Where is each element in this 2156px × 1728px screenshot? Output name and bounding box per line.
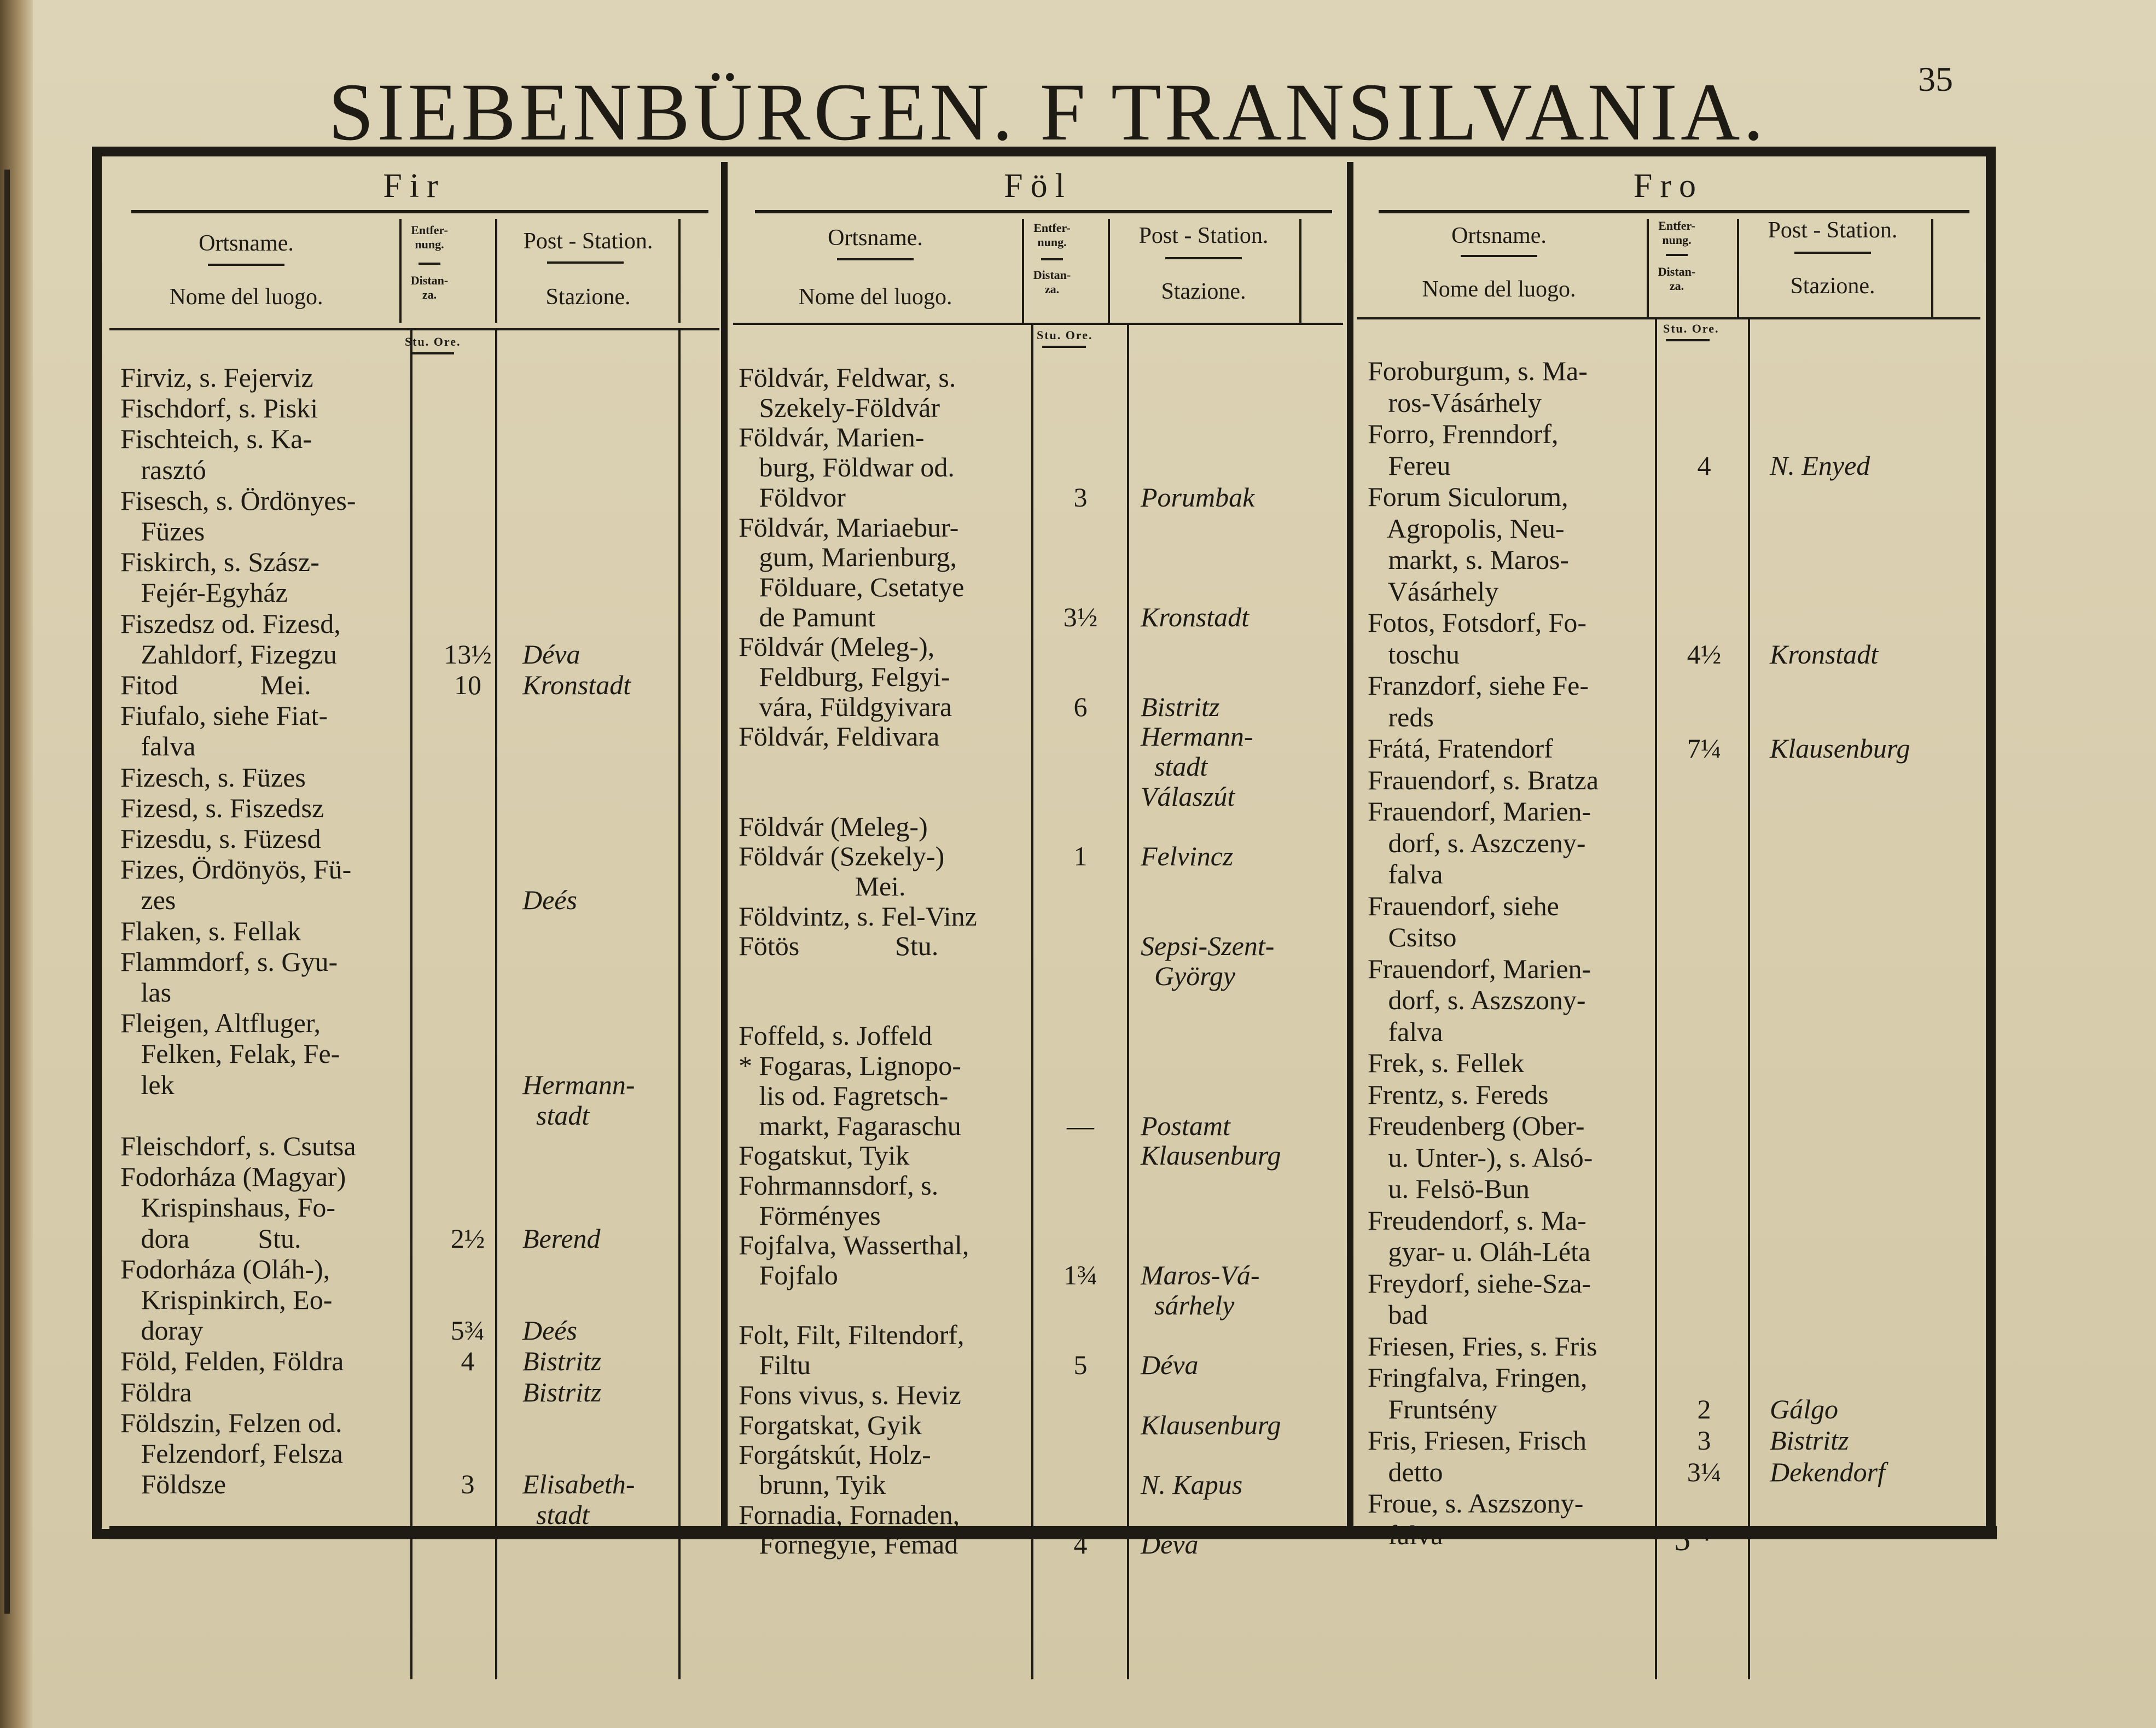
header-bottom-rule (733, 323, 1343, 325)
place-name: falva (1368, 1016, 1443, 1047)
post-station: Déva (1141, 1529, 1199, 1560)
place-name: lis od. Fagretsch- (739, 1080, 949, 1111)
place-name: Fotos, Fotsdorf, Fo- (1368, 607, 1587, 638)
place-name: Krispinkirch, Eo- (120, 1284, 333, 1315)
place-name: Fris, Friesen, Frisch (1368, 1425, 1587, 1456)
place-name: Frauendorf, Marien- (1368, 953, 1591, 984)
header-vrule (1931, 219, 1933, 317)
place-name: Fizesd, s. Fiszedsz (120, 792, 324, 823)
header-stazione: Stazione. (1161, 279, 1246, 304)
post-station: Bistritz (1770, 1425, 1849, 1456)
distance-value: 2 (1697, 1393, 1711, 1424)
distance-value: 3 (1697, 1425, 1711, 1456)
header-entfernung: Entfer-nung. (1658, 219, 1695, 247)
header-ortsname: Ortsname. (1451, 223, 1547, 248)
place-name: Frauendorf, siehe (1368, 890, 1559, 921)
place-name: falva (120, 731, 196, 762)
place-name: Földszin, Felzen od. (120, 1407, 342, 1438)
page-title: SIEBENBÜRGEN. F TRANSILVANIA. (328, 67, 1767, 158)
distance-value: 3 (1073, 481, 1088, 513)
distance-value: 3 (461, 1469, 475, 1500)
place-name: Fiskirch, s. Szász- (120, 546, 319, 578)
place-name: reds (1368, 701, 1434, 732)
place-name: dora Stu. (120, 1223, 301, 1254)
place-name: Fohrmannsdorf, s. (739, 1170, 939, 1201)
place-name: falva (1368, 859, 1443, 889)
place-name: Forgátskút, Holz- (739, 1439, 931, 1470)
place-name: Fötös Stu. (739, 930, 939, 962)
header-vrule (1022, 219, 1024, 323)
header-vrule (678, 219, 681, 323)
distance-value: 3½ (1063, 601, 1098, 632)
column-vrule (410, 328, 412, 1679)
place-name: Freydorf, siehe-Sza- (1368, 1267, 1591, 1299)
place-name: Fogatskut, Tyik (739, 1140, 910, 1171)
place-name: zes (120, 885, 176, 916)
place-name: markt, s. Maros- (1368, 544, 1569, 575)
header-rule (419, 263, 440, 265)
place-name: Fizesch, s. Füzes (120, 761, 306, 793)
post-station: Klausenburg (1770, 733, 1910, 764)
post-station: stadt (522, 1499, 590, 1531)
post-station: Berend (522, 1223, 601, 1254)
distance-value: 4 (461, 1346, 475, 1377)
stu-rule (1666, 339, 1710, 341)
column-vrule (1748, 317, 1750, 1679)
header-nome: Nome del luogo. (169, 284, 323, 310)
post-station: stadt (1141, 751, 1208, 782)
stu-ore-label: Stu. Ore. (1037, 328, 1093, 342)
place-name: Foffeld, s. Joffeld (739, 1020, 932, 1051)
header-rule (547, 261, 624, 264)
header-rule (1461, 255, 1537, 257)
place-name: Szekely-Földvár (739, 392, 940, 423)
place-name: Mei. (739, 870, 906, 901)
place-name: Feldburg, Felgyi- (739, 661, 950, 692)
post-station: Klausenburg (1141, 1409, 1281, 1440)
place-name: Fojfalva, Wasserthal, (739, 1230, 969, 1261)
stu-ore-label: Stu. Ore. (405, 335, 461, 348)
header-stazione: Stazione. (545, 284, 631, 310)
header-rule (1794, 252, 1871, 254)
post-station: Sepsi-Szent- (1141, 930, 1275, 962)
place-name: Csitso (1368, 922, 1457, 952)
section-fro (1357, 164, 1980, 1550)
post-station: N. Kapus (1141, 1469, 1243, 1500)
place-name: Földvintz, s. Fel-Vinz (739, 900, 977, 932)
post-station: Déva (522, 638, 580, 670)
header-bottom-rule (109, 328, 719, 330)
post-station: Dekendorf (1770, 1456, 1886, 1487)
header-rule (1165, 257, 1242, 259)
post-station: sárhely (1141, 1289, 1235, 1320)
column-vrule (678, 328, 681, 1679)
place-name: Földvár (Szekely-) (739, 841, 945, 872)
place-name: Freudendorf, s. Ma- (1368, 1205, 1587, 1236)
header-vrule (1299, 219, 1301, 323)
place-name: Földra (120, 1376, 192, 1407)
post-station: Deés (522, 1315, 577, 1346)
header-vrule (1737, 219, 1739, 317)
column-headers (109, 219, 719, 310)
header-vrule (495, 219, 497, 323)
place-name: Freudenberg (Ober- (1368, 1110, 1585, 1141)
distance-value: 6 (1073, 691, 1088, 722)
header-ortsname: Ortsname. (199, 231, 294, 256)
place-name: gum, Marienburg, (739, 542, 957, 573)
place-name: markt, Fagaraschu (739, 1110, 961, 1141)
section-rule (755, 210, 1332, 213)
place-name: lek (120, 1069, 175, 1100)
section-rule (131, 210, 708, 213)
place-name: dorf, s. Aszszony- (1368, 985, 1586, 1015)
place-name: Földvár (Meleg-) (739, 811, 928, 842)
header-rule (1666, 254, 1688, 256)
place-name: Föld, Felden, Földra (120, 1346, 344, 1377)
gutter-edge (4, 170, 10, 1614)
post-station: Postamt (1141, 1110, 1230, 1141)
distance-value: 3¼ (1687, 1456, 1722, 1487)
page-number: 35 (1918, 60, 1953, 98)
section-title: Fir (383, 167, 446, 205)
post-station: Kronstadt (1141, 601, 1250, 632)
place-name: Földuare, Csetatye (739, 571, 964, 602)
place-name: Zahldorf, Fizegzu (120, 638, 337, 670)
place-name: Fons vivus, s. Heviz (739, 1379, 961, 1410)
place-name: Flaken, s. Fellak (120, 915, 301, 946)
header-vrule (399, 219, 402, 323)
place-name: Földvár, Mariaebur- (739, 511, 959, 543)
header-rule (1041, 258, 1063, 260)
place-name: las (120, 977, 172, 1008)
place-name: Vásárhely (1368, 575, 1499, 607)
place-name: dorf, s. Aszczeny- (1368, 827, 1586, 858)
section-title: Fro (1633, 167, 1704, 205)
header-rule (208, 264, 284, 266)
place-name: Fiufalo, siehe Fiat- (120, 700, 328, 731)
post-station: Hermann- (1141, 721, 1253, 752)
section-fir (109, 164, 719, 1531)
distance-value: 7¼ (1687, 733, 1722, 764)
place-name: Forro, Frenndorf, (1368, 418, 1559, 449)
place-name: burg, Földwar od. (739, 452, 955, 483)
place-name: Fojfalo (739, 1260, 838, 1290)
post-station: Déva (1141, 1349, 1199, 1381)
section-fol (733, 164, 1343, 1560)
distance-value: 2½ (450, 1223, 485, 1254)
header-entfernung: Entfer-nung. (411, 223, 448, 251)
place-name: u. Felsö-Bun (1368, 1173, 1530, 1204)
place-name: Franzdorf, siehe Fe- (1368, 670, 1589, 701)
header-post-station: Post - Station. (523, 229, 653, 254)
header-distanza: Distan-za. (1033, 268, 1071, 296)
distance-value: 10 (454, 670, 481, 700)
place-name: Frentz, s. Fereds (1368, 1079, 1549, 1110)
post-station: Bistritz (522, 1376, 602, 1407)
place-name: ros-Vásárhely (1368, 387, 1542, 418)
stu-ore-label: Stu. Ore. (1663, 322, 1719, 335)
place-name: Fringfalva, Fringen, (1368, 1362, 1588, 1393)
post-station: Hermann- (522, 1069, 635, 1100)
header-entfernung: Entfer-nung. (1033, 221, 1071, 249)
header-nome: Nome del luogo. (1422, 277, 1576, 302)
section-title: Föl (1004, 167, 1072, 205)
distance-value: 4 (1073, 1529, 1088, 1560)
place-name: Forgatskat, Gyik (739, 1409, 922, 1440)
place-name: Földvár, Marien- (739, 422, 925, 453)
distance-value: 5¾ (450, 1315, 485, 1346)
column-vrule (1655, 317, 1657, 1679)
stu-rule (410, 352, 454, 354)
place-name: Fleigen, Altfluger, (120, 1008, 321, 1039)
header-nome: Nome del luogo. (798, 284, 952, 310)
section-divider (1347, 162, 1353, 1529)
header-post-station: Post - Station. (1768, 218, 1898, 243)
place-name: * Fogaras, Lignopo- (739, 1050, 961, 1081)
place-name: Földvár (Meleg-), (739, 631, 935, 662)
place-name: Folt, Filt, Filtendorf, (739, 1319, 964, 1351)
place-name: Froue, s. Aszszony- (1368, 1488, 1584, 1518)
place-name: Fornegyie, Femád (739, 1529, 958, 1560)
header-vrule (1647, 219, 1649, 317)
post-station: Bistritz (1141, 691, 1220, 722)
column-vrule (1031, 323, 1033, 1679)
header-rule (837, 258, 914, 260)
column-vrule (1127, 323, 1129, 1679)
place-name: Foroburgum, s. Ma- (1368, 356, 1588, 386)
post-station: Elisabeth- (522, 1469, 635, 1500)
place-name: Fodorháza (Oláh-), (120, 1253, 330, 1284)
place-name: detto (1368, 1456, 1443, 1487)
place-name: Földvár, Feldivara (739, 721, 940, 752)
place-name: toschu (1368, 638, 1460, 670)
section-rule (1379, 210, 1969, 213)
post-station: Bistritz (522, 1346, 602, 1377)
place-name: Földvor (739, 481, 846, 513)
place-name: Friesen, Fries, s. Fris (1368, 1330, 1597, 1362)
place-name: Fiszedsz od. Fizesd, (120, 608, 341, 639)
post-station: Klausenburg (1141, 1140, 1281, 1171)
place-name: Fischdorf, s. Piski (120, 393, 318, 424)
place-name: Füzes (120, 516, 205, 546)
distance-value: 1¾ (1063, 1260, 1098, 1290)
place-name: Földsze (120, 1469, 226, 1500)
distance-value: 4 (1697, 450, 1711, 481)
place-name: Frauendorf, Marien- (1368, 796, 1591, 827)
place-name: Fereu (1368, 450, 1451, 481)
post-station: Maros-Vá- (1141, 1260, 1260, 1290)
place-name: Firviz, s. Fejerviz (120, 362, 313, 393)
place-name: de Pamunt (739, 601, 875, 632)
place-name: Fizesdu, s. Füzesd (120, 823, 321, 854)
place-name: Filtu (739, 1349, 811, 1381)
header-bottom-rule (1357, 317, 1980, 319)
place-name: Fruntsény (1368, 1393, 1498, 1424)
header-distanza: Distan-za. (1658, 265, 1696, 293)
place-name: Frauendorf, s. Bratza (1368, 764, 1599, 795)
place-name: Krispinshaus, Fo- (120, 1192, 336, 1223)
distance-value: 1 (1073, 841, 1088, 872)
place-name: u. Unter-), s. Alsó- (1368, 1142, 1593, 1173)
place-name: bad (1368, 1299, 1428, 1330)
place-name: vára, Füldgyivara (739, 691, 952, 722)
post-station: N. Enyed (1770, 450, 1870, 481)
column-headers (1357, 218, 1980, 302)
place-name: Fejér-Egyház (120, 577, 288, 608)
post-station: stadt (522, 1099, 590, 1131)
post-station: Válaszút (1141, 781, 1235, 812)
place-name: Felken, Felak, Fe- (120, 1038, 340, 1069)
place-name: Fornadia, Fornaden, (739, 1499, 960, 1530)
place-name: brunn, Tyik (739, 1469, 886, 1500)
post-station: Deés (522, 885, 577, 916)
place-name: Flammdorf, s. Gyu- (120, 946, 338, 977)
place-name: Fisesch, s. Ördönyes- (120, 485, 356, 516)
place-name: rasztó (120, 454, 206, 485)
header-ortsname: Ortsname. (828, 225, 923, 251)
signature-mark: 5 * (1674, 1521, 1715, 1557)
post-station: György (1141, 961, 1236, 991)
stu-rule (1042, 346, 1086, 348)
post-station: Gálgo (1770, 1393, 1838, 1424)
header-stazione: Stazione. (1790, 274, 1875, 299)
post-station: Kronstadt (522, 670, 631, 700)
place-name: Fleischdorf, s. Csutsa (120, 1131, 356, 1161)
place-name: Fischteich, s. Ka- (120, 423, 312, 455)
section-divider (721, 162, 728, 1529)
distance-value: 4½ (1687, 638, 1722, 670)
distance-value: — (1067, 1110, 1094, 1141)
place-name: Fitod Mei. (120, 670, 311, 700)
header-vrule (1108, 219, 1110, 323)
place-name: Frátá, Fratendorf (1368, 733, 1553, 764)
place-name: doray (120, 1315, 204, 1346)
place-name: Fodorháza (Magyar) (120, 1161, 346, 1192)
book-gutter (0, 0, 33, 1728)
place-name: Agropolis, Neu- (1368, 513, 1565, 544)
header-post-station: Post - Station. (1138, 223, 1269, 248)
distance-value: 5 (1073, 1349, 1088, 1381)
post-station: Kronstadt (1770, 638, 1879, 670)
place-name: Frek, s. Fellek (1368, 1048, 1525, 1078)
distance-value: 13½ (444, 638, 492, 670)
place-name: Fizes, Ördönyös, Fü- (120, 854, 352, 885)
header-distanza: Distan-za. (410, 274, 449, 301)
place-name: Felzendorf, Felsza (120, 1438, 343, 1469)
place-name: Förményes (739, 1200, 881, 1231)
place-name: falva (1368, 1519, 1443, 1550)
place-name: gyar- u. Oláh-Léta (1368, 1236, 1591, 1267)
place-name: Földvár, Feldwar, s. (739, 362, 956, 393)
column-headers (733, 219, 1343, 310)
place-name: Forum Siculorum, (1368, 481, 1568, 512)
post-station: Felvincz (1141, 841, 1234, 872)
post-station: Porumbak (1141, 481, 1255, 513)
